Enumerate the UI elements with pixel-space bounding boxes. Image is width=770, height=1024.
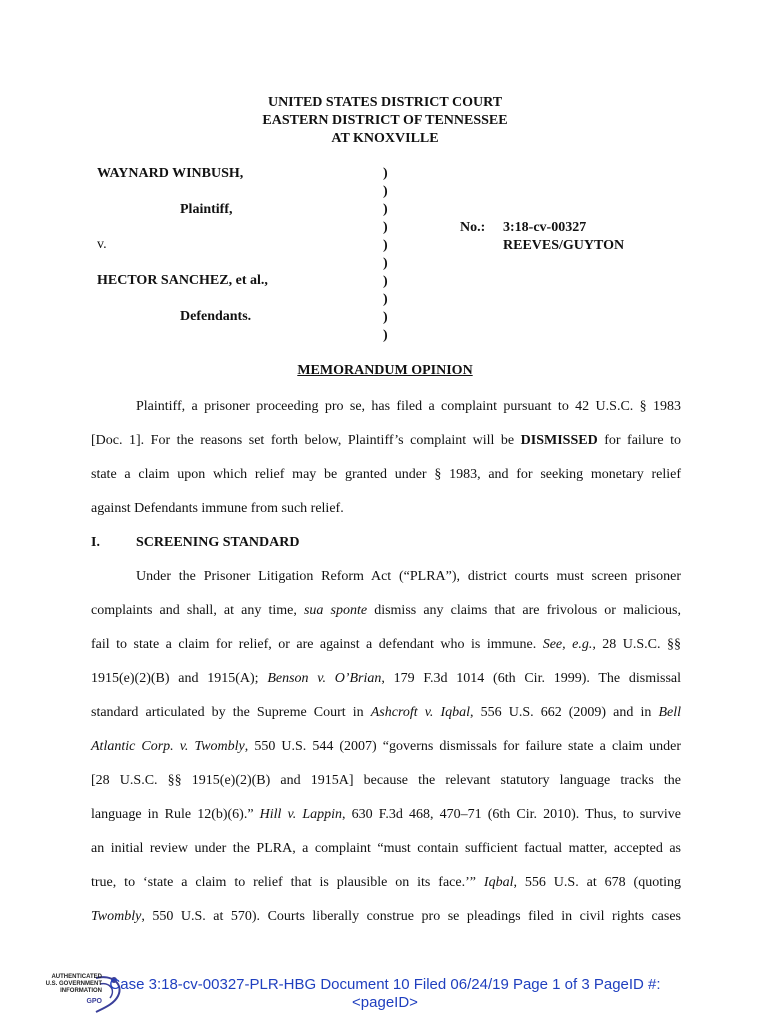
body-text: , 630 F.3d 468, 470–71 (6th Cir. 2010). Thus, to survive (342, 807, 681, 822)
body-line-11 (91, 909, 681, 925)
body-text: , 556 U.S. 662 (2009) and in (470, 705, 659, 720)
defendant-role: Defendants. (180, 309, 252, 324)
court-name-line3: AT KNOXVILLE (331, 131, 439, 146)
caption-paren: ) (383, 310, 388, 325)
caption-paren: ) (383, 292, 388, 307)
body-text: 28 U.S.C. §§ (595, 637, 681, 652)
caption-paren: ) (383, 256, 388, 271)
case-number: 3:18-cv-00327 (503, 220, 587, 235)
defendant-name: HECTOR SANCHEZ, et al., (97, 273, 268, 288)
body-text: , 550 U.S. 544 (2007) “governs dismissals for failure state a claim under (244, 739, 681, 754)
caption-paren: ) (383, 220, 388, 235)
case-number-label: No.: (460, 220, 486, 235)
judges: REEVES/GUYTON (503, 238, 625, 253)
body-text: , 179 F.3d 1014 (6th Cir. 1999). The dismissal (381, 671, 681, 686)
court-name-line1: UNITED STATES DISTRICT COURT (267, 95, 503, 110)
body-text: fail to state a claim for relief, or are against a defendant who is immune. (91, 637, 543, 652)
gpo-text-line1: AUTHENTICATED (51, 974, 102, 980)
case-citation: Benson v. O’Brian (267, 671, 382, 686)
body-line-4 (91, 671, 681, 687)
body-text: true, to ‘state a claim to relief that is plausible on its face.’” (91, 875, 484, 890)
body-text: language in Rule 12(b)(6).” (91, 807, 260, 822)
footer-page-id: <pageID> (352, 994, 418, 1011)
body-text: standard articulated by the Supreme Court in (91, 705, 371, 720)
body-line-3 (91, 637, 681, 653)
body-line-8 (91, 807, 681, 823)
body-line-5 (91, 705, 681, 721)
case-citation: Twombly (91, 909, 142, 924)
caption-paren: ) (383, 166, 388, 181)
body-line-9: an initial review under the PLRA, a complaint “must contain sufficient factual matter, accepted as (91, 841, 681, 856)
body-text: 1915(e)(2)(B) and 1915(A); (91, 671, 268, 686)
case-citation: Atlantic Corp. v. Twombly (91, 739, 245, 754)
case-citation: Ashcroft v. Iqbal (370, 705, 471, 720)
caption-paren: ) (383, 202, 388, 217)
body-line-10 (91, 875, 681, 891)
body-text: , 550 U.S. at 570). Courts liberally construe pro se pleadings filed in civil rights cases (141, 909, 681, 924)
gpo-text-line3: INFORMATION (60, 988, 102, 994)
gpo-text-line4: GPO (86, 998, 102, 1005)
body-text: , 556 U.S. at 678 (quoting (513, 875, 681, 890)
intro-line-2 (91, 433, 681, 449)
intro-text: for failure to (597, 433, 681, 448)
document-title: MEMORANDUM OPINION (297, 363, 473, 378)
intro-line-1: Plaintiff, a prisoner proceeding pro se, has filed a complaint pursuant to 42 U.S.C. § 1983 (136, 399, 681, 414)
body-text: complaints and shall, at any time, (91, 603, 304, 618)
body-line-7: [28 U.S.C. §§ 1915(e)(2)(B) and 1915A] because the relevant statutory language tracks the (91, 773, 681, 788)
intro-line-3: state a claim upon which relief may be granted under § 1983, and for seeking monetary relief (91, 467, 681, 482)
intro-line-4: against Defendants immune from such relief. (91, 501, 344, 516)
body-line-6 (91, 739, 681, 755)
italic-text: sua sponte (303, 603, 368, 618)
body-line-1: Under the Prisoner Litigation Reform Act (“PLRA”), district courts must screen prisoner (136, 569, 681, 584)
body-line-2 (91, 603, 681, 619)
section-number: I. (91, 535, 100, 550)
caption-paren: ) (383, 238, 388, 253)
versus: v. (97, 237, 107, 252)
caption-paren: ) (383, 274, 388, 289)
court-name-line2: EASTERN DISTRICT OF TENNESSEE (262, 113, 508, 128)
case-citation: Iqbal (483, 875, 514, 890)
intro-text: [Doc. 1]. For the reasons set forth below, Plaintiff’s complaint will be (91, 433, 521, 448)
case-citation: Hill v. Lappin (259, 807, 343, 822)
body-text: dismiss any claims that are frivolous or malicious, (367, 603, 681, 618)
caption-paren: ) (383, 328, 388, 343)
case-citation: Bell (658, 705, 681, 720)
plaintiff-name: WAYNARD WINBUSH, (97, 166, 244, 181)
caption-paren: ) (383, 184, 388, 199)
gpo-text-line2: U.S. GOVERNMENT (45, 981, 102, 987)
plaintiff-role: Plaintiff, (180, 202, 233, 217)
italic-text: See, e.g., (542, 637, 596, 652)
dismissed-emphasis: DISMISSED (520, 433, 598, 448)
footer-case-info: Case 3:18-cv-00327-PLR-HBG Document 10 Filed 06/24/19 Page 1 of 3 PageID #: (109, 976, 661, 993)
section-title: SCREENING STANDARD (136, 535, 300, 550)
